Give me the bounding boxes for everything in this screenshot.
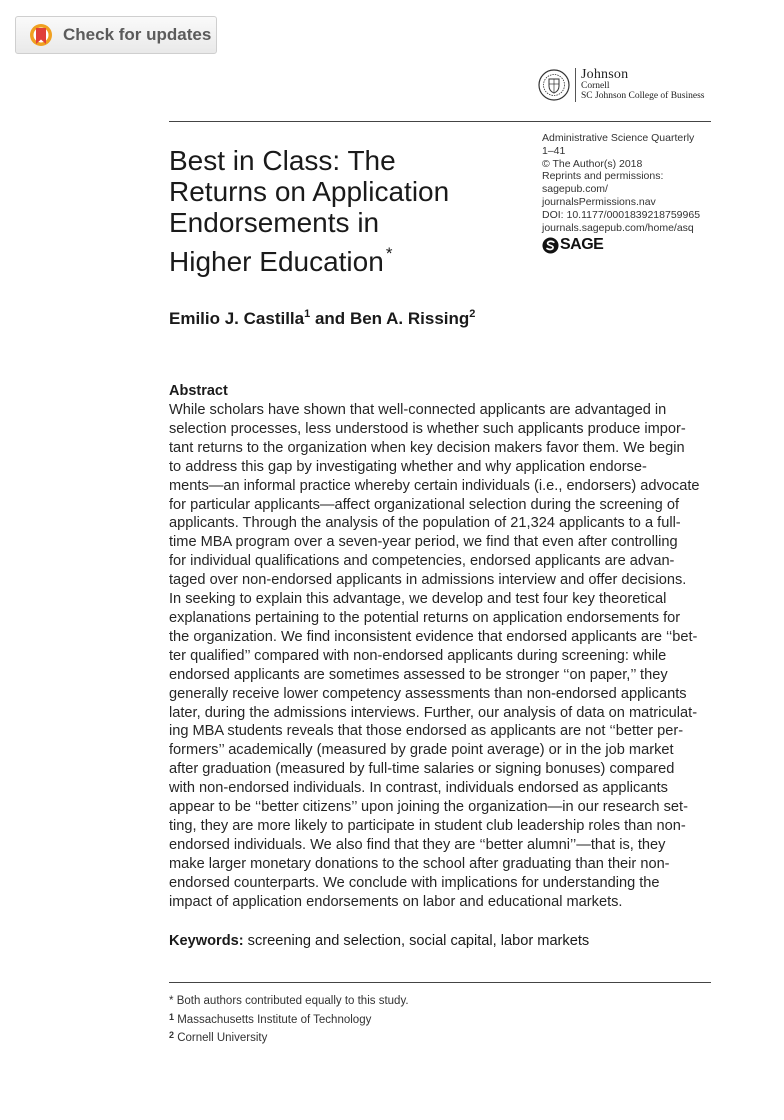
reprints-url-2[interactable]: journalsPermissions.nav	[542, 195, 656, 208]
reprints-label: Reprints and permissions:	[542, 170, 664, 183]
footnote-mark: 1	[169, 1011, 175, 1022]
abstract-heading: Abstract	[169, 383, 228, 399]
abstract-line: selection processes, less understood is whether such applicants produce impor-	[169, 420, 686, 437]
copyright: © The Author(s) 2018	[542, 157, 643, 170]
update-bookmark-icon	[29, 23, 53, 47]
abstract-line: impact of application endorsements on labor and educational markets.	[169, 893, 623, 910]
abstract-line: for individual qualifications and competencies, endorsed applicants are advan-	[169, 553, 675, 570]
abstract-line: the organization. We find inconsistent evidence that endorsed applicants are ‘‘bet-	[169, 628, 698, 645]
abstract-line: While scholars have shown that well-connected applicants are advantaged in	[169, 402, 667, 418]
abstract-line: for particular applicants—affect organizational selection during the screening of	[169, 496, 679, 513]
abstract-line: ter qualified’’ compared with non-endorsed applicants during screening: while	[169, 647, 667, 664]
footnote-text: Massachusetts Institute of Technology	[177, 1013, 372, 1026]
article-title	[169, 145, 499, 277]
header-rule	[169, 121, 711, 122]
abstract-line: after graduation (measured by full-time salaries or signing bonuses) compared	[169, 761, 675, 778]
abstract-line: endorsed applicants are sometimes assessed to be stronger ‘‘on paper,’’ they	[169, 666, 668, 683]
abstract-line: to address this gap by investigating whether and why application endorse-	[169, 458, 647, 475]
institution-brand	[538, 67, 705, 103]
footnote-text: Both authors contributed equally to this study.	[176, 995, 409, 1007]
author-line	[169, 308, 475, 329]
check-for-updates-badge[interactable]	[15, 16, 217, 54]
abstract-line: taged over non-endorsed applicants in admissions interview and offer decisions.	[169, 572, 687, 589]
title-line: Returns on Application	[169, 176, 450, 207]
abstract-line: ting, they are more likely to participate in student club leadership roles than non-	[169, 817, 686, 834]
abstract-line: In seeking to explain this advantage, we develop and test four key theoretical	[169, 591, 667, 608]
footnote-rule	[169, 982, 711, 983]
brand-text	[581, 68, 705, 103]
abstract-line: ments—an informal practice whereby certain individuals (i.e., endorsers) advocate	[169, 477, 700, 494]
author-name: Emilio J. Castilla	[169, 309, 305, 328]
brand-name: Johnson	[581, 66, 629, 82]
journal-meta	[542, 132, 732, 254]
abstract-line: applicants. Through the analysis of the population of 21,324 applicants to a full-	[169, 515, 681, 532]
author-joiner: and	[314, 309, 346, 328]
sage-logo	[542, 237, 732, 254]
brand-line-2: SC Johnson College of Business	[581, 91, 705, 102]
footnote-text: Cornell University	[177, 1032, 268, 1045]
doi[interactable]: DOI: 10.1177/0001839218759965	[542, 208, 701, 221]
footnote-item	[169, 1028, 409, 1047]
footnote-item	[169, 1010, 409, 1029]
page-range: 1–41	[542, 144, 566, 157]
journal-name: Administrative Science Quarterly	[542, 132, 695, 144]
brand-line-1: Cornell	[581, 81, 610, 92]
sage-wordmark: SAGE	[560, 236, 604, 254]
brand-divider	[575, 68, 576, 102]
footnotes	[169, 994, 409, 1047]
title-line: Endorsements in	[169, 207, 380, 238]
keywords	[169, 933, 589, 949]
author-name: Ben A. Rissing	[349, 309, 470, 328]
abstract-line: appear to be ‘‘better citizens’’ upon joining the organization—in our research set-	[169, 799, 688, 816]
abstract-line: ing MBA students reveals that those endorsed as applicants are not ‘‘better per-	[169, 723, 684, 740]
title-footnote-mark: *	[385, 244, 393, 263]
abstract-line: explanations pertaining to the potential returns on application endorsements for	[169, 609, 681, 626]
footnote-mark: *	[169, 995, 174, 1007]
abstract-line: make larger monetary donations to the school after graduating than their non-	[169, 855, 670, 872]
author-affiliation-mark: 2	[469, 308, 476, 320]
footnote-item	[169, 994, 409, 1010]
author-affiliation-mark: 1	[304, 308, 311, 320]
abstract-line: with non-endorsed individuals. In contrast, individuals endorsed as applicants	[169, 780, 668, 797]
cornell-seal-icon	[538, 69, 570, 101]
abstract-line: time MBA program over a seven-year period, we find that even after controlling	[169, 534, 678, 551]
abstract-line: later, during the admissions interviews. Further, our analysis of data on matriculat-	[169, 704, 698, 721]
title-line: Higher Education	[169, 246, 384, 277]
abstract-body	[169, 401, 714, 911]
footnote-mark: 2	[169, 1030, 175, 1041]
reprints-url-1[interactable]: sagepub.com/	[542, 183, 608, 196]
keywords-label: Keywords:	[169, 933, 244, 949]
check-for-updates-label: Check for updates	[63, 25, 212, 44]
abstract-line: endorsed counterparts. We conclude with implications for understanding the	[169, 874, 660, 891]
sage-s-icon	[542, 237, 559, 254]
abstract-line: generally receive lower competency assessments than non-endorsed applicants	[169, 685, 687, 702]
abstract-line: endorsed individuals. We also find that they are ‘‘better alumni’’—that is, they	[169, 836, 666, 853]
keywords-text: screening and selection, social capital, labor markets	[247, 933, 590, 949]
title-line: Best in Class: The	[169, 145, 396, 176]
abstract-line: tant returns to the organization when key decision makers favor them. We begin	[169, 439, 685, 456]
abstract-line: formers’’ academically (measured by grade point average) or in the job market	[169, 742, 674, 759]
journal-url[interactable]: journals.sagepub.com/home/asq	[542, 221, 694, 234]
